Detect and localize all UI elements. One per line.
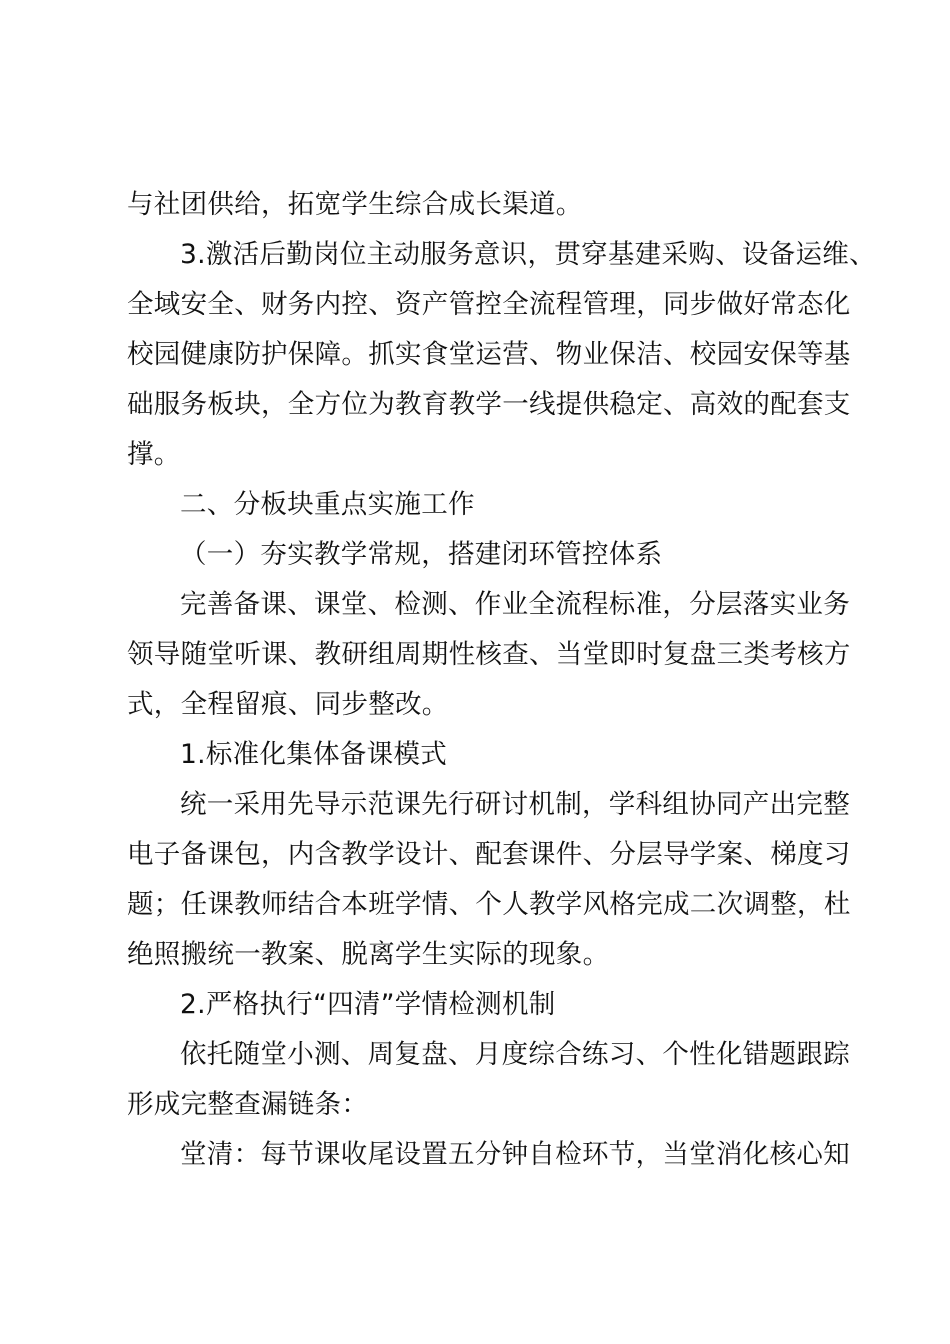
text-line: 3.激活后勤岗位主动服务意识，贯穿基建采购、设备运维、 bbox=[180, 239, 876, 270]
text-line: 统一采用先导示范课先行研讨机制，学科组协同产出完整 bbox=[180, 789, 850, 820]
text-line: 础服务板块，全方位为教育教学一线提供稳定、高效的配套支 bbox=[127, 389, 851, 420]
section-heading: 二、分板块重点实施工作 bbox=[180, 489, 475, 520]
text-line: 绝照搬统一教案、脱离学生实际的现象。 bbox=[127, 939, 610, 970]
text-line: 式，全程留痕、同步整改。 bbox=[127, 689, 449, 720]
item-heading: 2.严格执行“四清”学情检测机制 bbox=[180, 989, 556, 1020]
text-line: 与社团供给，拓宽学生综合成长渠道。 bbox=[127, 189, 583, 220]
text-line: 题；任课教师结合本班学情、个人教学风格完成二次调整，杜 bbox=[127, 889, 851, 920]
text-line: 领导随堂听课、教研组周期性核查、当堂即时复盘三类考核方 bbox=[127, 639, 851, 670]
text-line: 形成完整查漏链条： bbox=[127, 1089, 369, 1120]
item-heading: 1.标准化集体备课模式 bbox=[180, 739, 448, 770]
text-line: 撑。 bbox=[127, 439, 181, 470]
text-line: 依托随堂小测、周复盘、月度综合练习、个性化错题跟踪 bbox=[180, 1039, 850, 1070]
text-line: 校园健康防护保障。抓实食堂运营、物业保洁、校园安保等基 bbox=[127, 339, 851, 370]
text-line: 堂清：每节课收尾设置五分钟自检环节，当堂消化核心知 bbox=[180, 1139, 850, 1170]
subsection-heading: （一）夯实教学常规，搭建闭环管控体系 bbox=[180, 539, 663, 570]
text-line: 全域安全、财务内控、资产管控全流程管理，同步做好常态化 bbox=[127, 289, 851, 320]
document-body bbox=[127, 180, 876, 1180]
text-line: 电子备课包，内含教学设计、配套课件、分层导学案、梯度习 bbox=[127, 839, 851, 870]
text-line: 完善备课、课堂、检测、作业全流程标准，分层落实业务 bbox=[180, 589, 850, 620]
